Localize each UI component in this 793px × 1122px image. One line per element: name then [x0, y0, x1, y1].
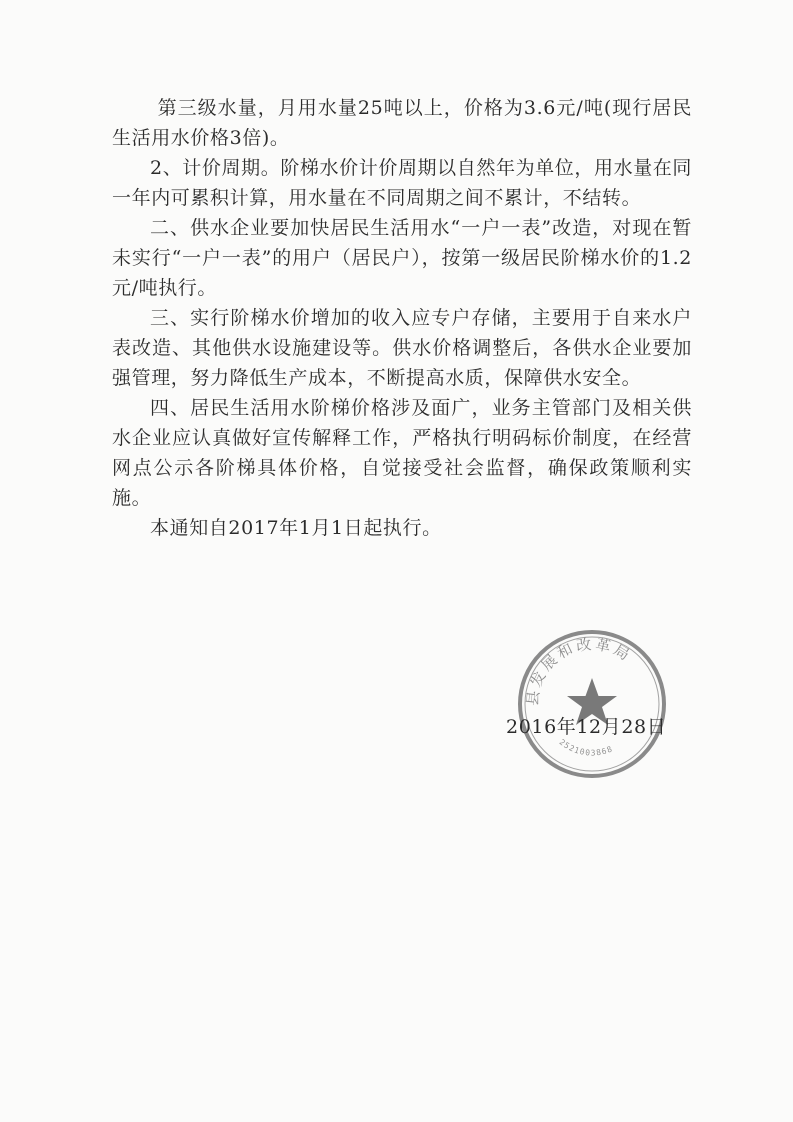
document-date: 2016年12月28日 — [506, 716, 667, 738]
paragraph-publicity: 四、居民生活用水阶梯价格涉及面广，业务主管部门及相关供水企业应认真做好宣传解释工作，严格执行明码标价制度，在经营网点公示各阶梯具体价格，自觉接受社会监督，确保政策顺利实施。 — [112, 397, 692, 509]
document-body — [112, 93, 692, 543]
svg-text:县发展和改革局: 县发展和改革局 — [523, 634, 636, 707]
svg-text:2521003868 — [558, 737, 615, 757]
paragraph-one-meter-per-household: 二、供水企业要加快居民生活用水“一户一表”改造，对现在暂未实行“一户一表”的用户（居民户），按第一级居民阶梯水价的1.2元/吨执行。 — [112, 217, 692, 299]
paragraph-effective-date: 本通知自2017年1月1日起执行。 — [150, 517, 442, 539]
paragraph-billing-period: 2、计价周期。阶梯水价计价周期以自然年为单位，用水量在同一年内可累积计算，用水量在不同周期之间不累计，不结转。 — [112, 157, 692, 209]
paragraph-third-tier: 第三级水量，月用水量25吨以上，价格为3.6元/吨(现行居民生活用水价格3倍)。 — [112, 97, 692, 149]
paragraph-revenue-use: 三、实行阶梯水价增加的收入应专户存储，主要用于自来水户表改造、其他供水设施建设等。供水价格调整后，各供水企业要加强管理，努力降低生产成本，不断提高水质，保障供水安全。 — [112, 307, 692, 389]
seal-number: 2521003868 — [557, 737, 615, 758]
official-seal — [514, 626, 670, 782]
